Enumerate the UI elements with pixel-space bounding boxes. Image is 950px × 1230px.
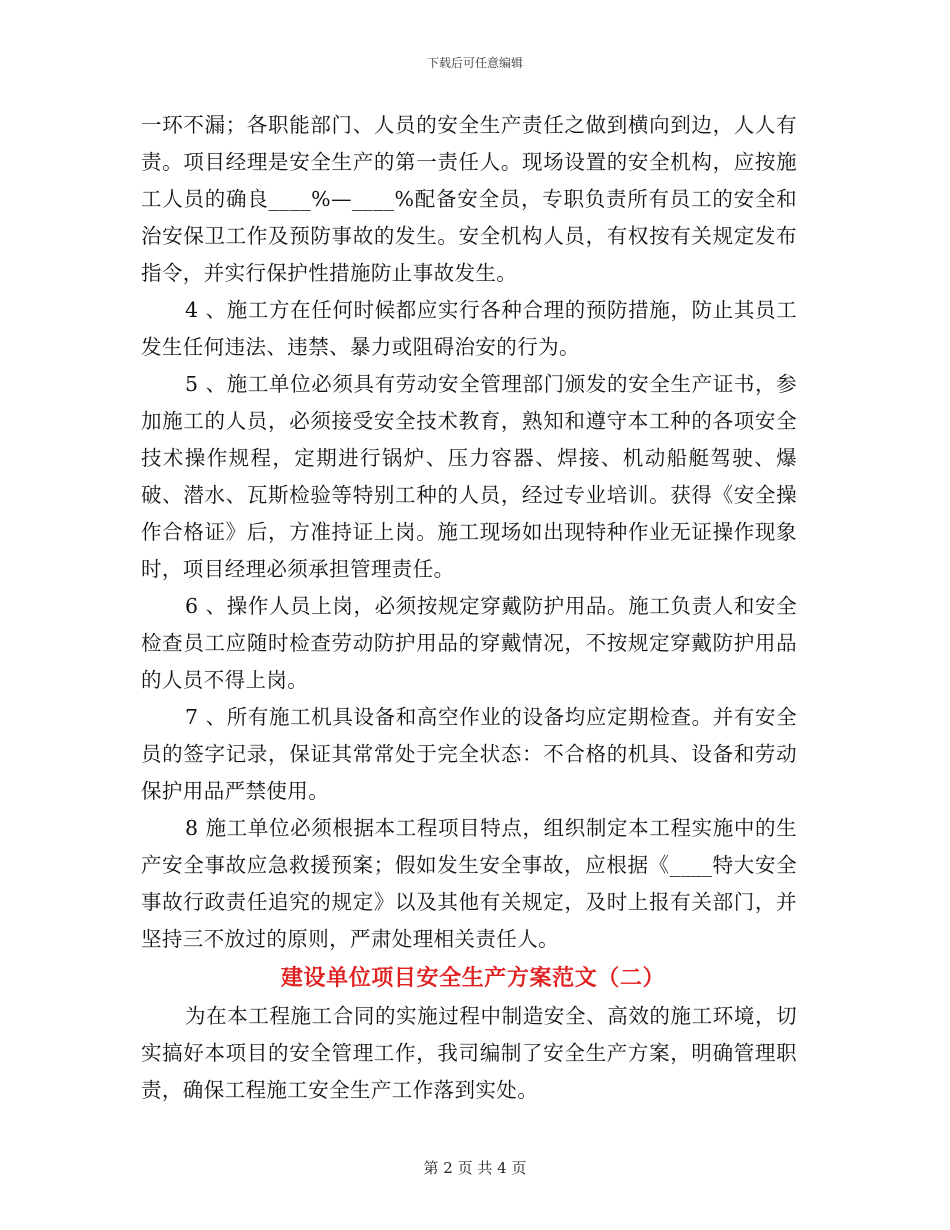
section-title: 建设单位项目安全生产方案范文（二） xyxy=(280,965,666,991)
page-header: 下载后可任意编辑 xyxy=(426,56,523,70)
paragraph-item-7: 7 、所有施工机具设备和高空作业的设备均应定期检查。并有安全员的签字记录，保证其常常处于完全状态：不合格的机具、设备和劳动保护用品严禁使用。 xyxy=(141,705,797,803)
page-footer: 第 2 页 共 4 页 xyxy=(423,1159,527,1177)
paragraph-item-4: 4 、施工方在任何时候都应实行各种合理的预防措施，防止其员工发生任何违法、违禁、暴力或阻碍治安的行为。 xyxy=(141,298,797,359)
document-body xyxy=(141,107,797,1109)
section-intro-paragraph: 为在本工程施工合同的实施过程中制造安全、高效的施工环境，切实搞好本项目的安全管理工作，我司编制了安全生产方案，明确管理职责，确保工程施工安全生产工作落到实处。 xyxy=(141,1004,797,1102)
paragraph-item-8: 8 施工单位必须根据本工程项目特点，组织制定本工程实施中的生产安全事故应急救援预案；假如发生安全事故，应根据《____特大安全事故行政责任追究的规定》以及其他有关规定，及时上报有关部门，并坚持三不放过的原则，严肃处理相关责任人。 xyxy=(141,816,797,951)
paragraph-item-6: 6 、操作人员上岗，必须按规定穿戴防护用品。施工负责人和安全检查员工应随时检查劳动防护用品的穿戴情况，不按规定穿戴防护用品的人员不得上岗。 xyxy=(141,594,797,692)
paragraph-continued: 一环不漏；各职能部门、人员的安全生产责任之做到横向到边，人人有责。项目经理是安全生产的第一责任人。现场设置的安全机构，应按施工人员的确良____%—____%配备安全员，专职负责所有员工的安全和治安保卫工作及预防事故的发生。安全机构人员，有权按有关规定发布指令，并实行保护性措施防止事故发生。 xyxy=(141,113,797,285)
paragraph-item-5: 5 、施工单位必须具有劳动安全管理部门颁发的安全生产证书，参加施工的人员，必须接受安全技术教育，熟知和遵守本工种的各项安全技术操作规程，定期进行锅炉、压力容器、焊接、机动船艇驾驶、爆破、潜水、瓦斯检验等特别工种的人员，经过专业培训。获得《安全操作合格证》后，方准持证上岗。施工现场如出现特种作业无证操作现象时，项目经理必须承担管理责任。 xyxy=(141,372,797,581)
